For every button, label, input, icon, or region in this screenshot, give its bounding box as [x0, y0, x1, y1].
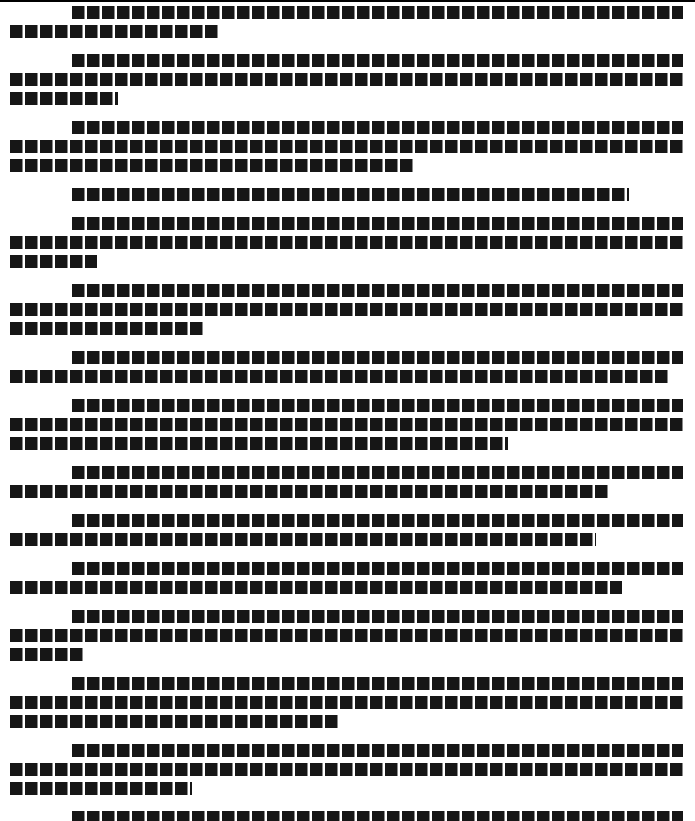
redacted-text-line [10, 121, 683, 139]
redacted-text-line [10, 6, 683, 24]
redacted-text-line [10, 581, 683, 599]
redacted-text-line [10, 744, 683, 762]
redaction-bar [10, 370, 670, 383]
redacted-text-line [10, 715, 683, 733]
redaction-bar [10, 255, 97, 268]
redacted-text-line [10, 255, 683, 273]
redaction-bar [10, 418, 683, 431]
redaction-bar [72, 514, 683, 527]
redaction-bar [10, 533, 596, 546]
redacted-text-line [10, 610, 683, 628]
redacted-text-line [10, 140, 683, 158]
redaction-bar [10, 485, 609, 498]
redaction-bar [72, 466, 683, 479]
redacted-text-line [10, 677, 683, 695]
redacted-text-line [10, 696, 683, 714]
redacted-text-line [10, 811, 683, 821]
redaction-bar [10, 303, 683, 316]
redaction-bar [72, 744, 683, 757]
redaction-bar [10, 648, 84, 661]
redacted-text-line [10, 73, 683, 91]
redaction-bar [10, 159, 414, 172]
redaction-bar [72, 188, 629, 201]
redaction-bar [72, 610, 683, 623]
redaction-bar [10, 581, 622, 594]
paragraph-redacted [10, 351, 683, 388]
redaction-bar [72, 811, 683, 821]
redaction-bar [10, 763, 683, 776]
paragraph-redacted [10, 610, 683, 666]
redaction-bar [72, 6, 683, 19]
paragraph-redacted [10, 677, 683, 733]
redacted-text-line [10, 782, 683, 800]
redacted-text-line [10, 322, 683, 340]
redacted-text-line [10, 25, 683, 43]
redacted-text-line [10, 562, 683, 580]
paragraph-redacted [10, 744, 683, 800]
redaction-bar [72, 217, 683, 230]
redacted-text-line [10, 92, 683, 110]
redaction-bar [72, 399, 683, 412]
paragraph-redacted [10, 121, 683, 177]
redacted-text-line [10, 466, 683, 484]
redaction-bar [10, 140, 683, 153]
paragraph-redacted [10, 399, 683, 455]
paragraph-redacted [10, 562, 683, 599]
redacted-text-line [10, 648, 683, 666]
paragraph-redacted [10, 188, 683, 206]
redaction-bar [10, 629, 683, 642]
redaction-bar [10, 73, 683, 86]
paragraph-redacted [10, 811, 683, 821]
redacted-text-line [10, 159, 683, 177]
redaction-bar [72, 284, 683, 297]
paragraph-redacted [10, 466, 683, 503]
redaction-bar [10, 437, 508, 450]
redaction-bar [72, 562, 683, 575]
redacted-text-line [10, 418, 683, 436]
redacted-text-line [10, 399, 683, 417]
redacted-text-line [10, 284, 683, 302]
redacted-text-line [10, 54, 683, 72]
redaction-bar [10, 696, 683, 709]
redacted-text-line [10, 303, 683, 321]
redaction-bar [10, 715, 340, 728]
redacted-text-line [10, 370, 683, 388]
redacted-text-line [10, 236, 683, 254]
redaction-bar [72, 351, 683, 364]
redaction-bar [10, 92, 118, 105]
redaction-bar [10, 25, 219, 38]
redacted-text-line [10, 188, 683, 206]
document-body [10, 5, 683, 821]
redacted-text-line [10, 629, 683, 647]
redacted-text-line [10, 533, 683, 551]
page-top-border [0, 0, 695, 2]
paragraph-redacted [10, 6, 683, 43]
redacted-text-line [10, 437, 683, 455]
redaction-bar [10, 782, 192, 795]
paragraph-redacted [10, 217, 683, 273]
redaction-bar [72, 54, 683, 67]
paragraph-redacted [10, 284, 683, 340]
redacted-text-line [10, 217, 683, 235]
redaction-bar [10, 236, 683, 249]
paragraph-redacted [10, 54, 683, 110]
redacted-text-line [10, 763, 683, 781]
paragraph-redacted [10, 514, 683, 551]
redacted-text-line [10, 485, 683, 503]
redaction-bar [10, 322, 205, 335]
redaction-bar [72, 121, 683, 134]
redaction-bar [72, 677, 683, 690]
redacted-text-line [10, 351, 683, 369]
redacted-text-line [10, 514, 683, 532]
